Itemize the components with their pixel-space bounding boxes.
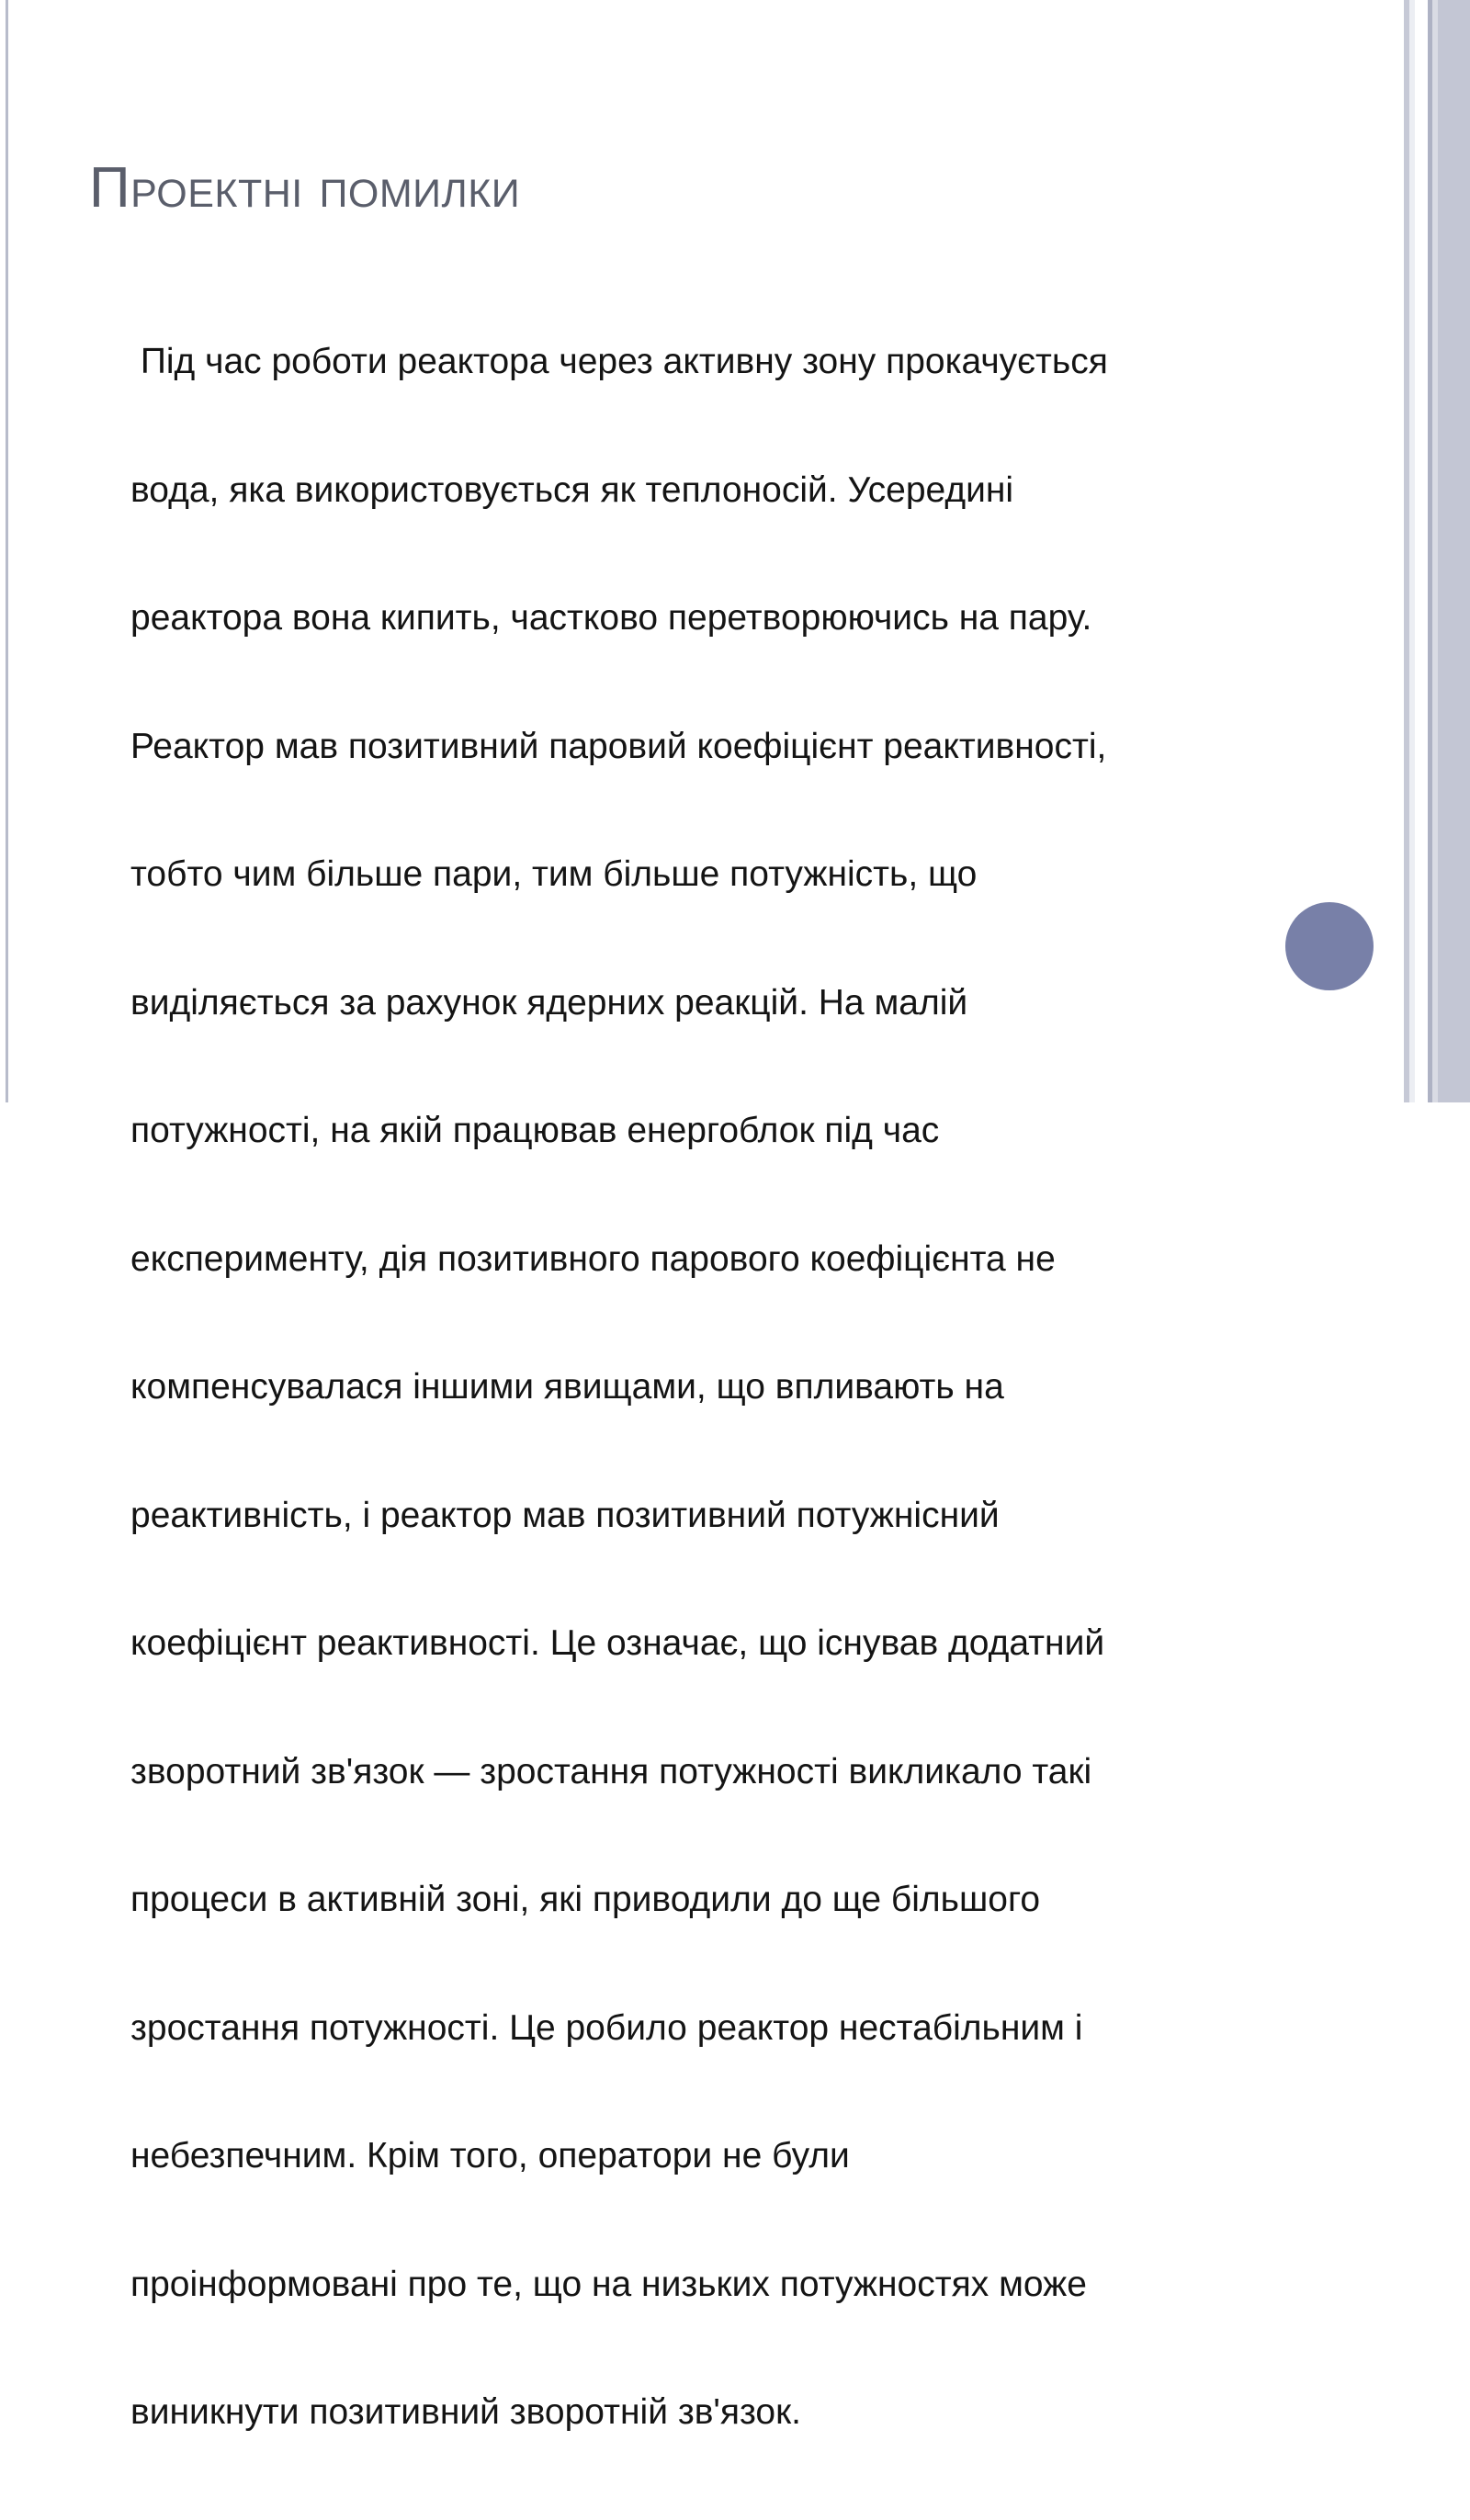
body-line: проінформовані про те, що на низьких потужностях може: [130, 2264, 1087, 2304]
body-line: процеси в активній зоні, які приводили до ще більшого: [130, 1880, 1041, 1919]
left-border-line: [6, 0, 8, 1102]
body-line: експерименту, дія позитивного парового коефіцієнта не: [130, 1238, 1056, 1279]
slide-title: Проектні помилки: [89, 156, 521, 220]
body-line: коефіцієнт реактивності. Це означає, що існував додатний: [130, 1623, 1105, 1663]
body-line: тобто чим більше пари, тим більше потужність, що: [130, 854, 978, 894]
body-line: Реактор мав позитивний паровий коефіцієнт реактивності,: [130, 726, 1107, 766]
body-line: виникнути позитивний зворотній зв'язок.: [130, 2392, 802, 2432]
body-line: небезпечним. Крім того, оператори не були: [130, 2136, 850, 2175]
body-line: потужності, на якій працював енергоблок під час: [130, 1111, 940, 1150]
body-line: зворотний зв'язок — зростання потужності викликало такі: [130, 1751, 1092, 1791]
right-decorative-stripes: [1404, 0, 1470, 1102]
body-line: виділяється за рахунок ядерних реакцій. На малій: [130, 982, 968, 1023]
body-line: Під час роботи реактора через активну зону прокачується: [130, 342, 1108, 381]
body-line: реактивність, і реактор мав позитивний потужнісний: [130, 1495, 1000, 1535]
decorative-circle: [1285, 902, 1374, 990]
body-line: реактора вона кипить, частково перетворюючись на пару.: [130, 598, 1092, 638]
body-line: вода, яка використовується як теплоносій. Усередині: [130, 469, 1014, 510]
body-line: зростання потужності. Це робило реактор нестабільним і: [130, 2007, 1083, 2048]
body-line: компенсувалася іншими явищами, що впливають на: [130, 1367, 1004, 1407]
slide-body-text: [130, 255, 1279, 2520]
